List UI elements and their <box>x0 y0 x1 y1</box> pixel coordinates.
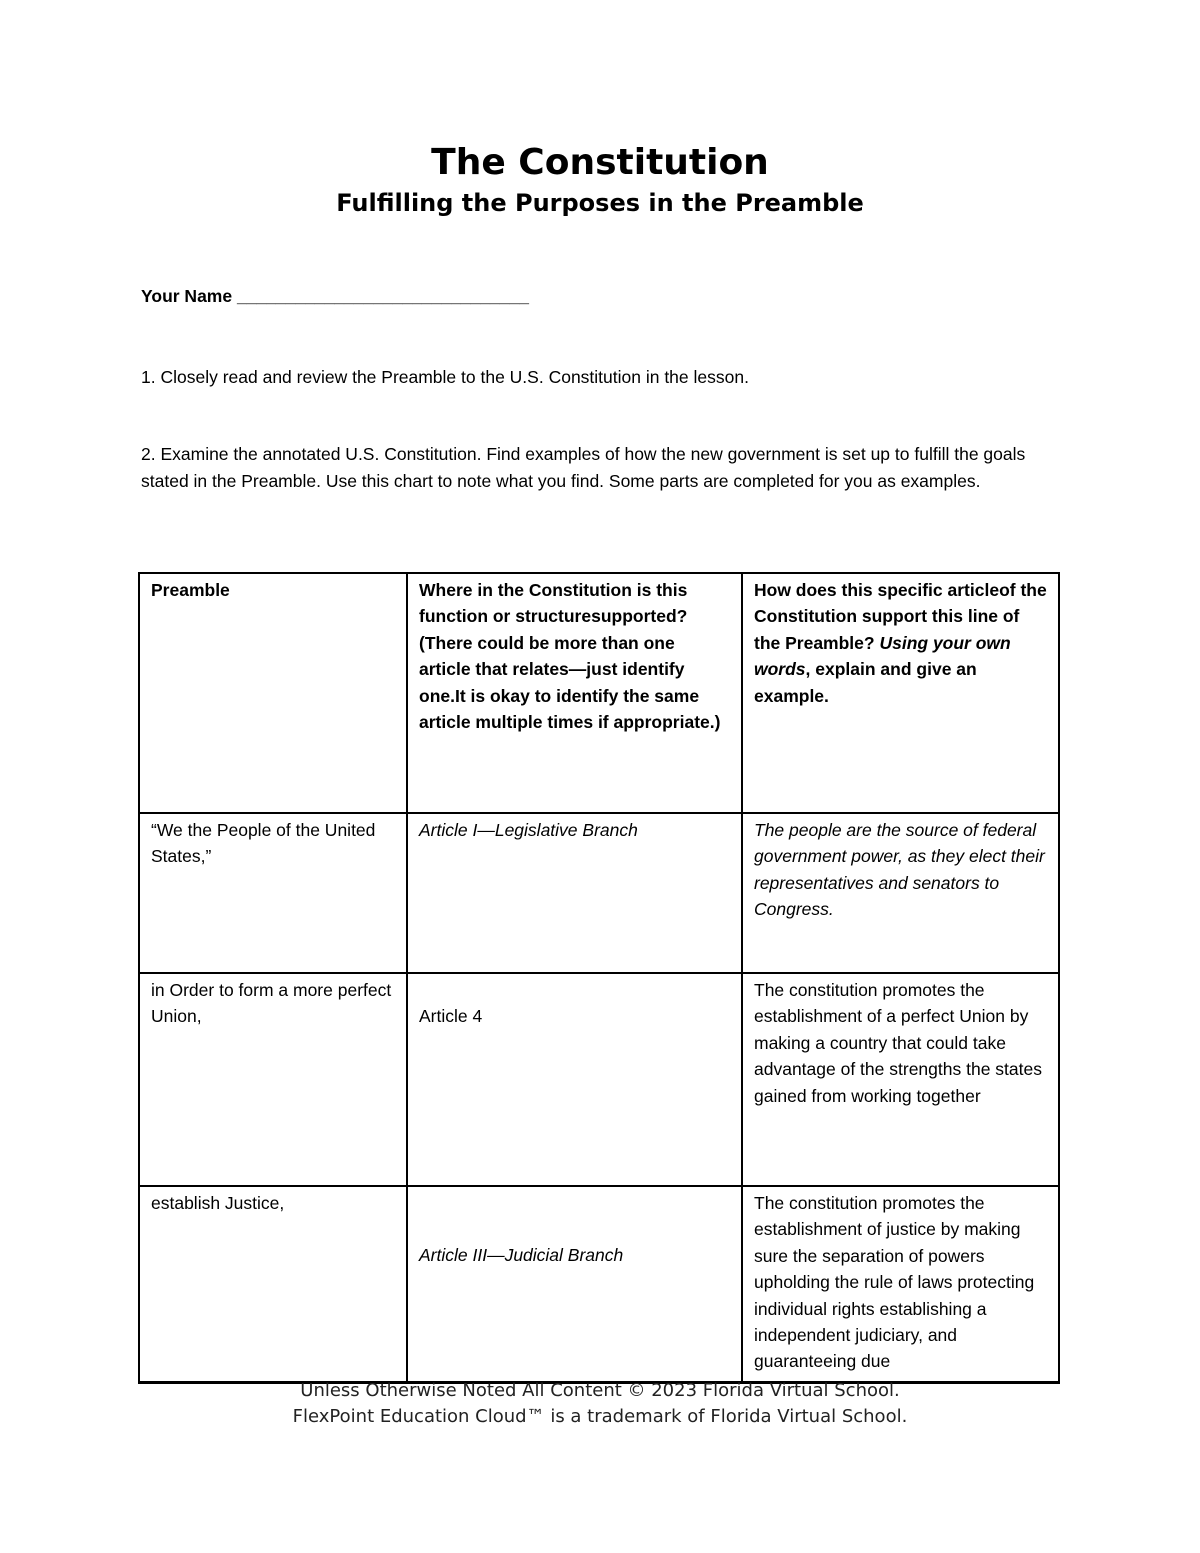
preamble-chart <box>138 572 1060 1384</box>
name-blank[interactable]: ______________________________ <box>236 286 529 306</box>
footer-copyright: Unless Otherwise Noted All Content © 2023 Florida Virtual School. <box>300 1380 900 1401</box>
explanation-cell[interactable]: The constitution promotes the establishment of justice by making sure the separation of powers upholding the rule of laws protecting individual rights establishing a independent judiciary, and guaranteeing due <box>742 1186 1059 1382</box>
name-field[interactable] <box>141 283 529 310</box>
article-cell[interactable]: Article 4 <box>407 973 742 1186</box>
explanation-cell: The people are the source of federal government power, as they elect their representatives and senators to Congress. <box>742 813 1059 973</box>
article-cell: Article I—Legislative Branch <box>407 813 742 973</box>
preamble-cell[interactable]: establish Justice, <box>139 1186 407 1382</box>
instruction-step-2: 2. Examine the annotated U.S. Constitution. Find examples of how the new government is set up to fulfill the goals stated in the Preamble. Use this chart to note what you find. Some parts are completed for you as examples. <box>141 444 1026 491</box>
explanation-cell[interactable]: The constitution promotes the establishment of a perfect Union by making a country that could take advantage of the strengths the states gained from working together <box>742 973 1059 1186</box>
page-title: The Constitution <box>431 142 769 183</box>
header-how-part-1: How does this specific articleof the Constitution support this line of the Preamble? <box>754 580 1047 653</box>
footer <box>0 1378 1200 1430</box>
table-row <box>139 1186 1059 1382</box>
header-preamble: Preamble <box>139 573 407 813</box>
page-subtitle: Fulfilling the Purposes in the Preamble <box>336 189 864 217</box>
preamble-cell: “We the People of the United States,” <box>139 813 407 973</box>
article-cell[interactable]: Article III—Judicial Branch <box>407 1186 742 1382</box>
footer-trademark: FlexPoint Education Cloud™ is a trademark of Florida Virtual School. <box>292 1406 908 1427</box>
table-row <box>139 973 1059 1186</box>
table-row <box>139 813 1059 973</box>
header-how-part-2: Using your own words <box>754 632 1011 680</box>
header-how-does-article-support <box>742 573 1059 813</box>
name-label: Your Name <box>141 286 233 306</box>
header-where-in-constitution: Where in the Constitution is this function or structuresupported? (There could be more than one article that relates—just identify one.It is okay to identify the same article multiple times if appropriate.) <box>407 573 742 813</box>
instruction-step-1: 1. Closely read and review the Preamble to the U.S. Constitution in the lesson. <box>141 367 749 387</box>
header-how-part-3: , explain and give an example. <box>754 659 977 706</box>
table-header-row <box>139 573 1059 813</box>
preamble-cell[interactable]: in Order to form a more perfect Union, <box>139 973 407 1186</box>
